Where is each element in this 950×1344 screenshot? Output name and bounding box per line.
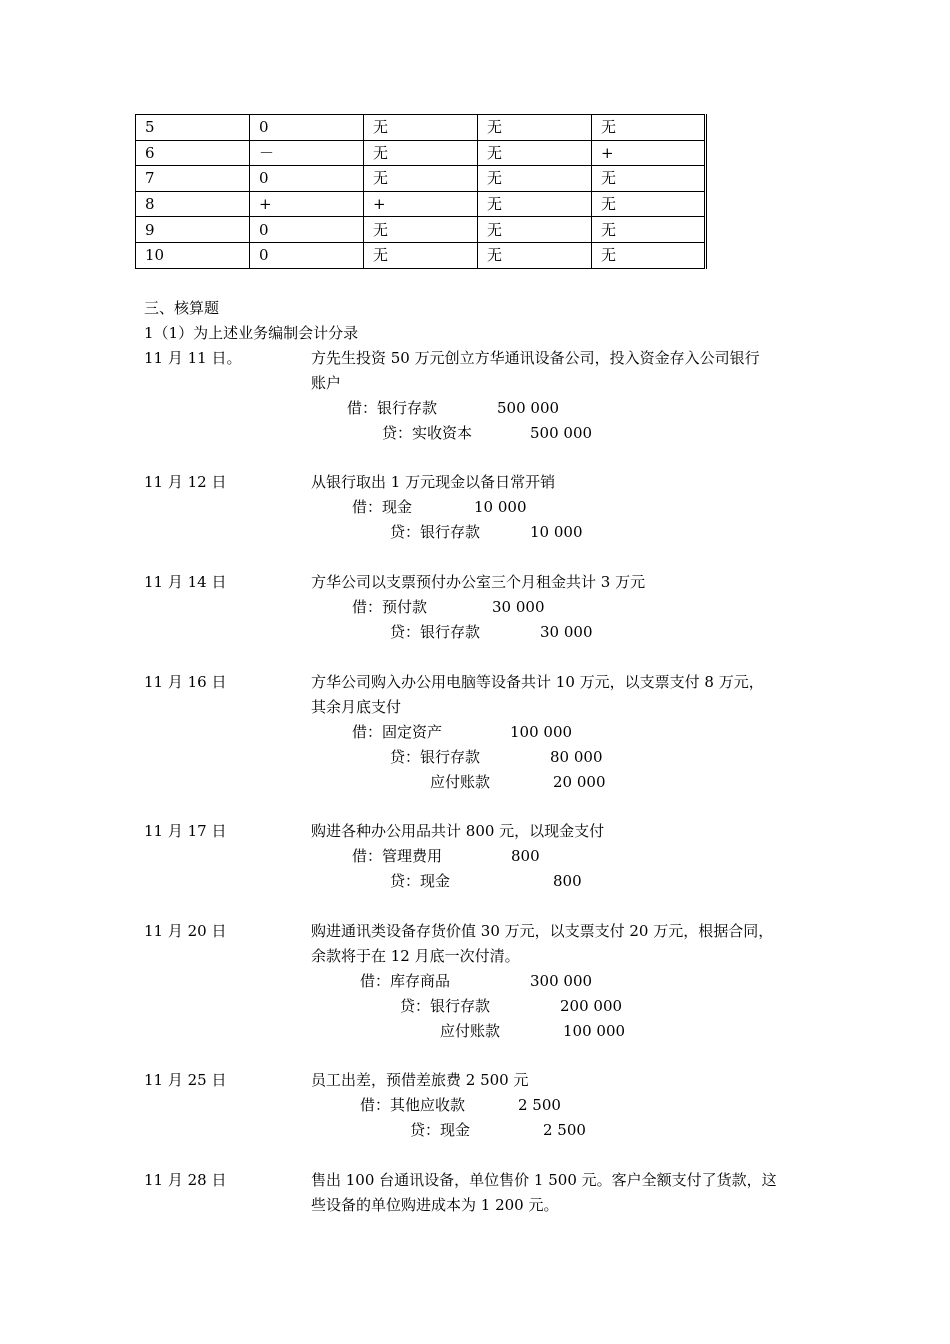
table-cell: 无 xyxy=(592,115,706,141)
credit-label: 贷：银行存款 xyxy=(400,997,491,1015)
table-cell: 8 xyxy=(136,191,250,217)
table-row xyxy=(136,115,706,141)
table-row xyxy=(136,166,706,192)
debit-amount: 2 500 xyxy=(518,1096,561,1114)
entry-date: 11 月 16 日 xyxy=(144,673,227,691)
debit-label: 借：银行存款 xyxy=(347,399,438,417)
credit-amount: 80 000 xyxy=(550,748,603,766)
entry-description: 方先生投资 50 万元创立方华通讯设备公司，投入资金存入公司银行 xyxy=(311,349,760,367)
entry-date: 11 月 11 日。 xyxy=(144,349,242,367)
table-cell: + xyxy=(250,191,364,217)
debit-label: 借：固定资产 xyxy=(352,723,443,741)
credit-label: 贷：现金 xyxy=(410,1121,471,1139)
credit-amount: 100 000 xyxy=(563,1022,626,1040)
table-cell: 无 xyxy=(364,140,478,166)
result-table xyxy=(135,114,707,269)
table-cell: 无 xyxy=(592,217,706,243)
credit-label: 贷：银行存款 xyxy=(390,523,481,541)
debit-amount: 800 xyxy=(511,847,540,865)
debit-amount: 10 000 xyxy=(474,498,527,516)
debit-label: 借：现金 xyxy=(352,498,413,516)
entry-description-cont: 些设备的单位购进成本为 1 200 元。 xyxy=(311,1196,559,1214)
debit-amount: 30 000 xyxy=(492,598,545,616)
credit-amount: 800 xyxy=(553,872,582,890)
entry-description: 员工出差，预借差旅费 2 500 元 xyxy=(311,1071,529,1089)
table-cell: 0 xyxy=(250,166,364,192)
credit-label: 贷：银行存款 xyxy=(390,623,481,641)
credit-amount: 10 000 xyxy=(530,523,583,541)
table-cell: 无 xyxy=(592,191,706,217)
debit-label: 借：管理费用 xyxy=(352,847,443,865)
table-cell: 无 xyxy=(478,166,592,192)
table-cell: 无 xyxy=(364,115,478,141)
credit-amount: 2 500 xyxy=(543,1121,586,1139)
table-cell: 无 xyxy=(478,191,592,217)
table-cell: 无 xyxy=(364,242,478,268)
table-cell: + xyxy=(364,191,478,217)
debit-label: 借：其他应收款 xyxy=(360,1096,466,1114)
table-cell: － xyxy=(250,140,364,166)
entry-date: 11 月 14 日 xyxy=(144,573,227,591)
table-cell: 0 xyxy=(250,242,364,268)
credit-amount: 200 000 xyxy=(560,997,623,1015)
table-cell: 7 xyxy=(136,166,250,192)
table-cell: 无 xyxy=(478,217,592,243)
section-title: 三、核算题 xyxy=(144,299,220,317)
debit-label: 借：库存商品 xyxy=(360,972,451,990)
entry-description-cont: 账户 xyxy=(311,374,342,392)
table-cell: 无 xyxy=(592,242,706,268)
entry-description: 方华公司以支票预付办公室三个月租金共计 3 万元 xyxy=(311,573,646,591)
table-cell: 无 xyxy=(364,166,478,192)
debit-amount: 500 000 xyxy=(497,399,560,417)
table-row xyxy=(136,217,706,243)
credit-amount: 500 000 xyxy=(530,424,593,442)
table-cell: 6 xyxy=(136,140,250,166)
subtitle: 1（1）为上述业务编制会计分录 xyxy=(144,324,359,342)
entry-description-cont: 余款将于在 12 月底一次付清。 xyxy=(311,947,520,965)
credit-label: 贷：银行存款 xyxy=(390,748,481,766)
debit-amount: 300 000 xyxy=(530,972,593,990)
entry-date: 11 月 25 日 xyxy=(144,1071,227,1089)
table-cell: 5 xyxy=(136,115,250,141)
table-row xyxy=(136,191,706,217)
credit-label: 贷：实收资本 xyxy=(382,424,473,442)
table-cell: 0 xyxy=(250,115,364,141)
debit-amount: 100 000 xyxy=(510,723,573,741)
table-row xyxy=(136,140,706,166)
entry-description: 从银行取出 1 万元现金以备日常开销 xyxy=(311,473,556,491)
table-cell: 无 xyxy=(478,242,592,268)
table-cell: 无 xyxy=(478,140,592,166)
entry-date: 11 月 28 日 xyxy=(144,1171,227,1189)
table-cell: 9 xyxy=(136,217,250,243)
credit-amount: 20 000 xyxy=(553,773,606,791)
table-cell: 无 xyxy=(592,166,706,192)
table-cell: 无 xyxy=(364,217,478,243)
table-row xyxy=(136,242,706,268)
table-cell: 0 xyxy=(250,217,364,243)
table-cell: + xyxy=(592,140,706,166)
credit-label: 贷：现金 xyxy=(390,872,451,890)
entry-date: 11 月 12 日 xyxy=(144,473,227,491)
debit-label: 借：预付款 xyxy=(352,598,428,616)
entry-description: 购进各种办公用品共计 800 元，以现金支付 xyxy=(311,822,605,840)
entry-description: 售出 100 台通讯设备，单位售价 1 500 元。客户全额支付了货款，这 xyxy=(311,1171,777,1189)
table-cell: 10 xyxy=(136,242,250,268)
entry-description: 购进通讯类设备存货价值 30 万元，以支票支付 20 万元，根据合同， xyxy=(311,922,774,940)
entry-date: 11 月 17 日 xyxy=(144,822,227,840)
credit-amount: 30 000 xyxy=(540,623,593,641)
entry-description-cont: 其余月底支付 xyxy=(311,698,402,716)
entry-date: 11 月 20 日 xyxy=(144,922,227,940)
table-cell: 无 xyxy=(478,115,592,141)
entry-description: 方华公司购入办公用电脑等设备共计 10 万元，以支票支付 8 万元， xyxy=(311,673,764,691)
credit-label: 应付账款 xyxy=(430,773,491,791)
credit-label: 应付账款 xyxy=(440,1022,501,1040)
